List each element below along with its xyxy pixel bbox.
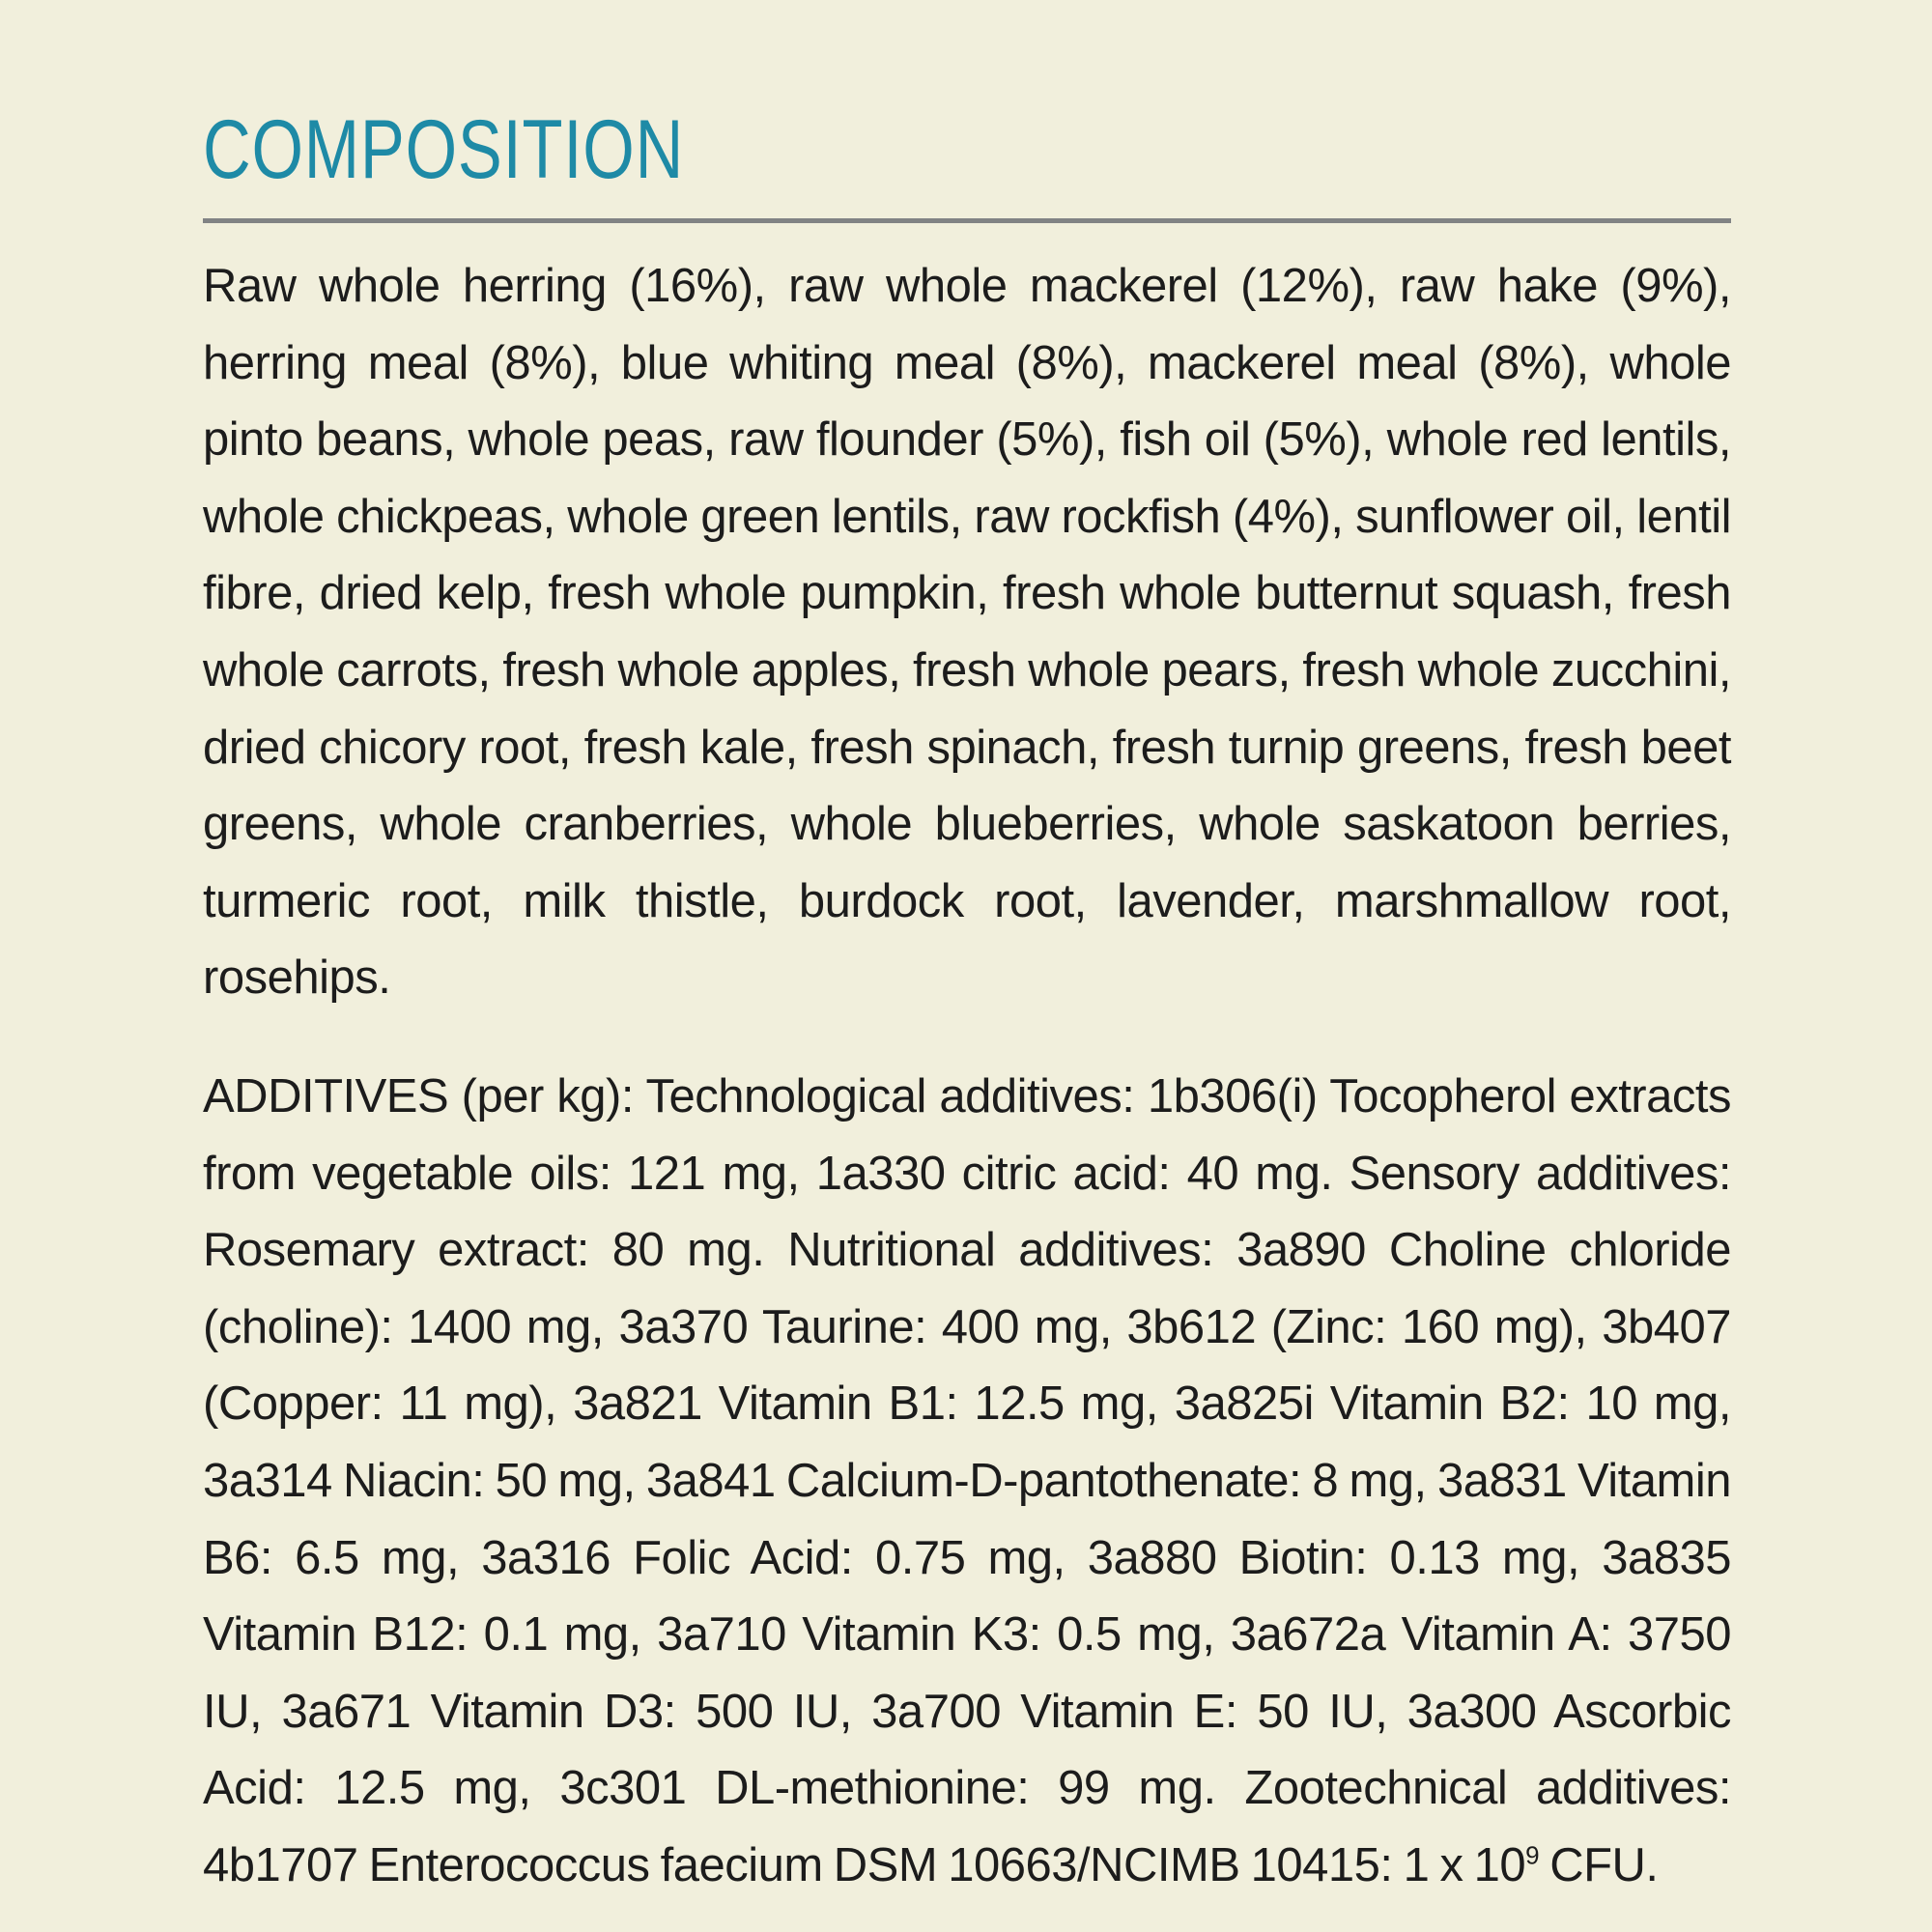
additives-paragraph [203, 1059, 1731, 1905]
additives-exponent: 9 [1525, 1840, 1540, 1870]
additives-text: ADDITIVES (per kg): Technological additives: 1b306(i) Tocopherol extracts from vegetable oils: 121 mg, 1a330 citric acid: 40 mg. Sensory additives: Rosemary extract: 80 mg. Nutritional additives: 3a890 Choline chloride (choline): 1400 mg, 3a370 Taurine: 400 mg, 3b612 (Zinc: 160 mg), 3b407 (Copper: 11 mg), 3a821 Vitamin B1: 12.5 mg, 3a825i Vitamin B2: 10 mg, 3a314 Niacin: 50 mg, 3a841 Calcium-D-pantothenate: 8 mg, 3a831 Vitamin B6: 6.5 mg, 3a316 Folic Acid: 0.75 mg, 3a880 Biotin: 0.13 mg, 3a835 Vitamin B12: 0.1 mg, 3a710 Vitamin K3: 0.5 mg, 3a672a Vitamin A: 3750 IU, 3a671 Vitamin D3: 500 IU, 3a700 Vitamin E: 50 IU, 3a300 Ascorbic Acid: 12.5 mg, 3c301 DL-methionine: 99 mg. Zootechnical additives: 4b1707 Enterococcus faecium DSM 10663/NCIMB 10415: 1 x 10 [203, 1069, 1731, 1891]
additives-suffix: CFU. [1539, 1838, 1659, 1891]
ingredients-paragraph: Raw whole herring (16%), raw whole mackerel (12%), raw hake (9%), herring meal (8%), blue whiting meal (8%), mackerel meal (8%), whole pinto beans, whole peas, raw flounder (5%), fish oil (5%), whole red lentils, whole chickpeas, whole green lentils, raw rockfish (4%), sunflower oil, lentil fibre, dried kelp, fresh whole pumpkin, fresh whole butternut squash, fresh whole carrots, fresh whole apples, fresh whole pears, fresh whole zucchini, dried chicory root, fresh kale, fresh spinach, fresh turnip greens, fresh beet greens, whole cranberries, whole blueberries, whole saskatoon berries, turmeric root, milk thistle, burdock root, lavender, marshmallow root, rosehips. [203, 260, 1731, 1005]
section-heading: COMPOSITION [203, 103, 685, 196]
composition-panel [203, 92, 1731, 1904]
heading-divider [203, 218, 1731, 223]
